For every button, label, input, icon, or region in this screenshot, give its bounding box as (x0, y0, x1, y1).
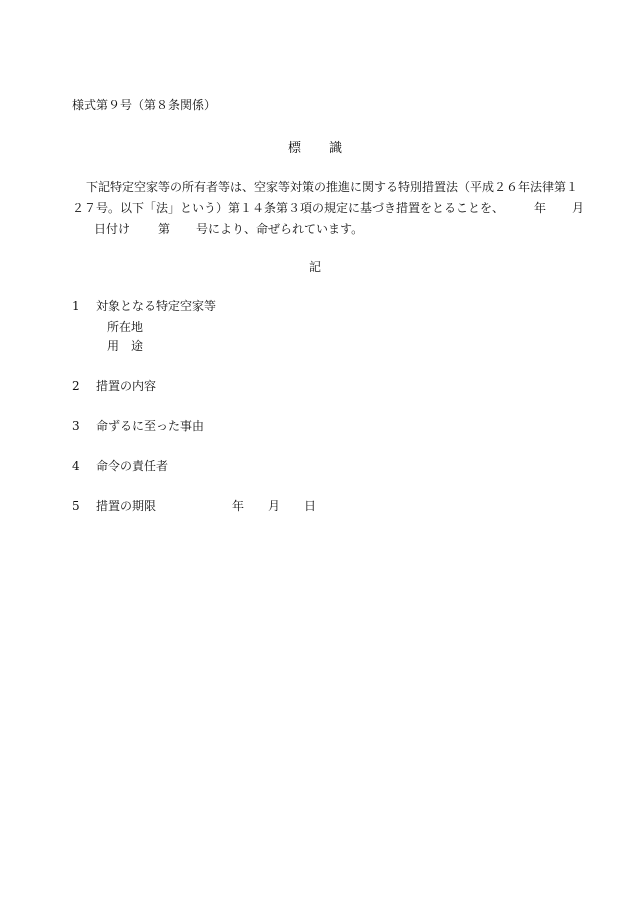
item-label: 措置の内容 (96, 379, 157, 393)
item-number: 1 (72, 299, 80, 313)
item-2 (72, 377, 156, 394)
item-label: 措置の期限 (96, 499, 157, 513)
item-number: 4 (72, 459, 80, 473)
order-year-label: 年 (534, 201, 547, 215)
item-5 (72, 497, 316, 514)
item-label: 対象となる特定空家等 (96, 299, 217, 313)
item-label: 命ずるに至った事由 (96, 419, 205, 433)
item-label: 命令の責任者 (96, 459, 169, 473)
ki-heading: 記 (308, 260, 321, 274)
subitem-usage: 用 途 (107, 339, 144, 353)
item-1 (72, 297, 216, 314)
paragraph-line-1: 下記特定空家等の所有者等は、空家等対策の推進に関する特別措置法（平成２６年法律第１ (86, 180, 579, 194)
item-4 (72, 457, 168, 474)
item-number: 2 (72, 379, 80, 393)
form-number: 様式第９号（第８条関係） (72, 98, 217, 112)
paragraph-line-2-text: ２７号。以下「法」という）第１４条第３項の規定に基づき措置をとることを、 (72, 201, 505, 215)
deadline-day-label: 日 (304, 499, 317, 513)
item-3 (72, 417, 204, 434)
order-number-prefix: 第 (158, 222, 171, 236)
paragraph-line-2 (72, 198, 585, 219)
order-month-label: 月 (572, 201, 585, 215)
subitem-location: 所在地 (107, 320, 144, 334)
item-number: 3 (72, 419, 80, 433)
page-title (0, 137, 630, 156)
deadline-month-label: 月 (268, 499, 281, 513)
paragraph-line-3-text: 号により、命ぜられています。 (196, 222, 364, 236)
order-day-label: 日付け (94, 222, 131, 236)
item-number: 5 (72, 499, 80, 513)
title-char-2: 識 (329, 141, 343, 156)
deadline-year-label: 年 (232, 499, 245, 513)
title-char-1: 標 (287, 141, 301, 156)
paragraph-line-3 (72, 219, 566, 240)
notice-paragraph (72, 177, 585, 240)
